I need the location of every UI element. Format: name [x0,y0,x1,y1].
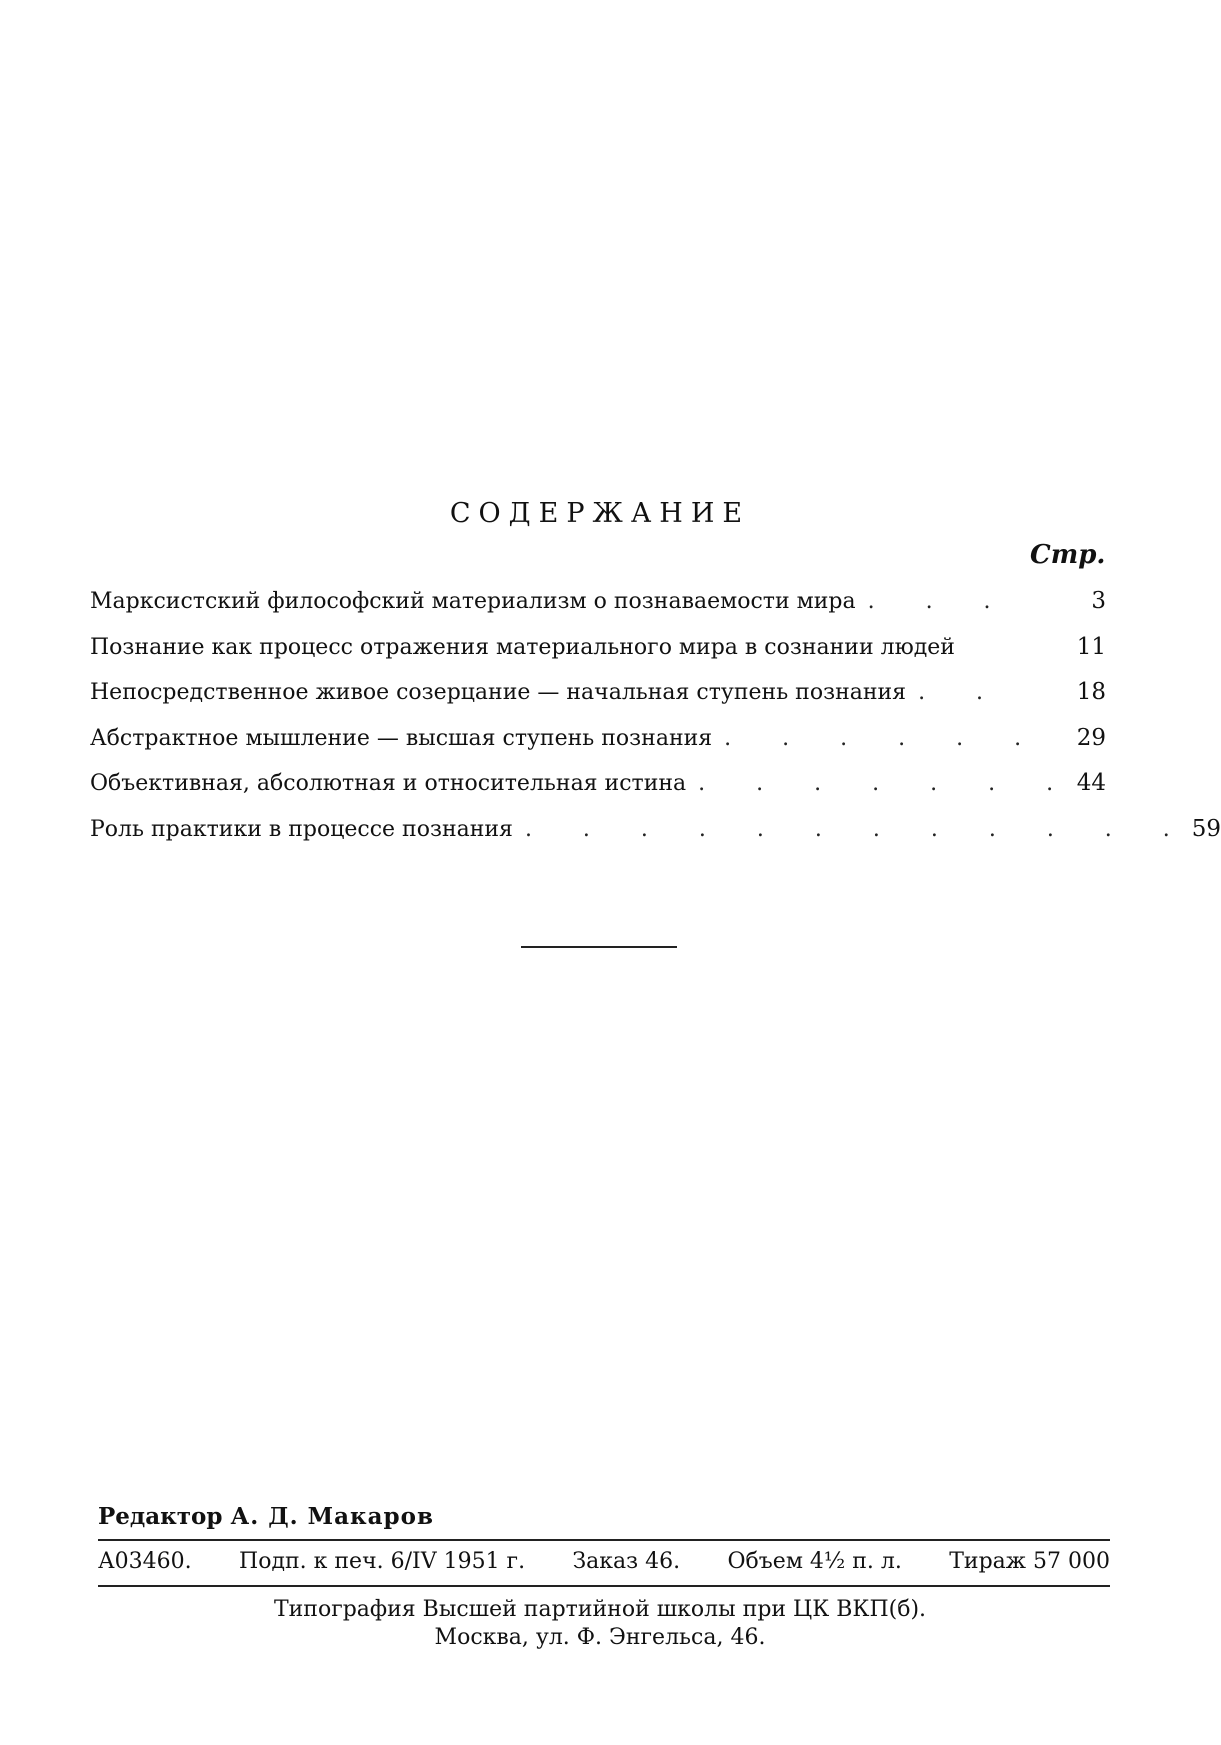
toc-entry[interactable] [90,634,1106,680]
section-divider [521,946,677,948]
toc-entry[interactable] [90,679,1106,725]
toc-entry-title: Непосредственное живое созерцание — начальная ступень познания [90,680,907,705]
editor-name: А. Д. Макаров [230,1503,434,1530]
toc-leader-dots: . . . . . . . [698,771,1076,796]
page-column-label: Стр. [1030,540,1106,570]
toc-entry-page: 11 [1076,633,1106,660]
toc-entry-title: Роль практики в процессе познания [90,816,513,842]
imprint-print-run: Тираж 57 000 [949,1549,1110,1574]
printer-info [0,1596,1200,1652]
toc-entry-title: Марксистский философский материализм о познаваемости мира [90,589,856,614]
imprint-bottom-rule [98,1585,1110,1587]
imprint-signed: Подп. к печ. 6/IV 1951 г. [239,1549,526,1574]
toc-leader-dots: . . . [867,589,1013,614]
toc-entry-title: Познание как процесс отражения материального мира в сознании людей [90,634,955,660]
printer-address: Москва, ул. Ф. Энгельса, 46. [434,1625,766,1650]
imprint-line [98,1549,1110,1574]
toc-entry-page: 44 [1076,770,1106,796]
toc-entry-page: 59 [1191,815,1221,842]
editor-credit [98,1503,434,1530]
toc-entry-page: 3 [1091,588,1106,614]
printer-name: Типография Высшей партийной школы при ЦК ВКП(б). [273,1597,927,1622]
imprint-top-rule [98,1539,1110,1541]
imprint-volume: Объем 4½ п. л. [727,1549,902,1574]
contents-title: СОДЕРЖАНИЕ [449,498,751,529]
toc-leader-dots: . . [918,680,1006,705]
toc-entry-title: Абстрактное мышление — высшая ступень познания [90,725,713,751]
toc-entry[interactable] [90,725,1106,771]
table-of-contents [90,588,1221,861]
toc-leader-dots: . . . . . . . . . . . . [524,816,1192,842]
imprint-code: А03460. [98,1549,192,1574]
toc-entry-page: 18 [1076,679,1106,705]
toc-entry[interactable] [90,588,1106,634]
toc-entry-page: 29 [1076,724,1106,751]
toc-entry[interactable] [90,815,1221,862]
toc-entry-title: Объективная, абсолютная и относительная истина [90,771,687,796]
imprint-order: Заказ 46. [572,1549,681,1574]
toc-entry[interactable] [90,770,1106,816]
toc-leader-dots: . . . . . . [724,725,1044,751]
editor-label: Редактор [98,1503,223,1530]
